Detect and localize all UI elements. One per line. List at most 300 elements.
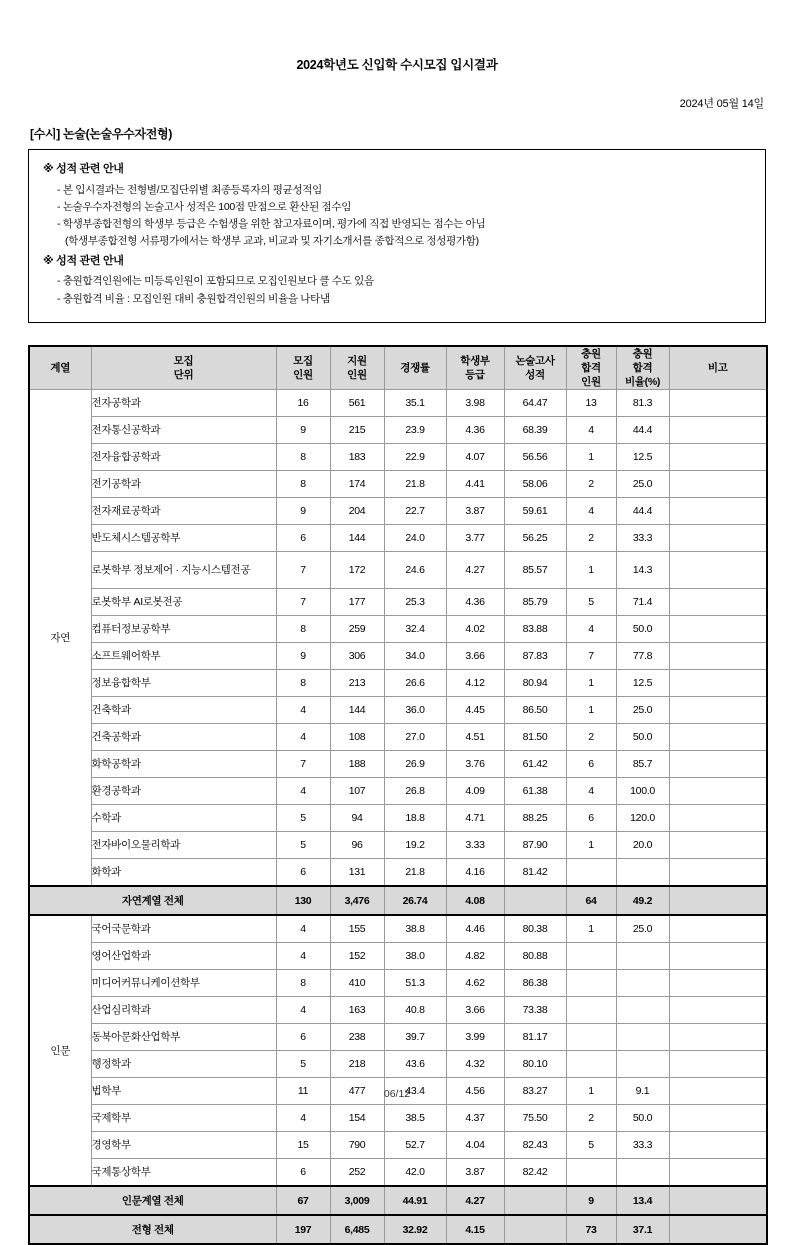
cell-note: [669, 915, 767, 943]
cell-essay: 59.61: [504, 498, 566, 525]
unit-cell: 전자공학과: [91, 390, 276, 417]
cell-competition: 32.4: [384, 616, 446, 643]
cell-fill-rate: [616, 1159, 669, 1187]
unit-cell: 컴퓨터정보공학부: [91, 616, 276, 643]
cell-essay: 83.88: [504, 616, 566, 643]
unit-cell: 전자재료공학과: [91, 498, 276, 525]
subtotal-row: [29, 886, 767, 915]
cell-essay: 81.17: [504, 1024, 566, 1051]
subtotal-competition: 44.91: [384, 1186, 446, 1215]
cell-competition: 38.5: [384, 1105, 446, 1132]
unit-cell: 법학부: [91, 1078, 276, 1105]
cell-competition: 22.7: [384, 498, 446, 525]
table-row: [29, 1051, 767, 1078]
cell-fill-count: [566, 943, 616, 970]
cell-grade: 3.77: [446, 525, 504, 552]
cell-fill-count: 1: [566, 552, 616, 589]
cell-applicants: 218: [330, 1051, 384, 1078]
cell-fill-rate: 20.0: [616, 832, 669, 859]
cell-fill-rate: [616, 859, 669, 887]
column-header-category: 계열: [29, 346, 91, 390]
cell-fill-rate: [616, 970, 669, 997]
cell-applicants: 259: [330, 616, 384, 643]
cell-recruit: 4: [276, 997, 330, 1024]
cell-fill-rate: [616, 943, 669, 970]
cell-competition: 40.8: [384, 997, 446, 1024]
cell-essay: 61.38: [504, 778, 566, 805]
table-row: [29, 444, 767, 471]
cell-essay: 88.25: [504, 805, 566, 832]
cell-recruit: 8: [276, 670, 330, 697]
cell-fill-rate: 50.0: [616, 724, 669, 751]
cell-recruit: 8: [276, 444, 330, 471]
cell-fill-rate: 25.0: [616, 915, 669, 943]
cell-note: [669, 670, 767, 697]
cell-competition: 21.8: [384, 471, 446, 498]
cell-competition: 22.9: [384, 444, 446, 471]
cell-competition: 43.4: [384, 1078, 446, 1105]
cell-fill-rate: 33.3: [616, 1132, 669, 1159]
cell-note: [669, 498, 767, 525]
cell-fill-rate: 44.4: [616, 417, 669, 444]
table-row: [29, 805, 767, 832]
subtotal-note: [669, 886, 767, 915]
table-row: [29, 1159, 767, 1187]
cell-fill-count: 4: [566, 778, 616, 805]
subtotal-note: [669, 1186, 767, 1215]
cell-grade: 4.09: [446, 778, 504, 805]
subtotal-recruit: 67: [276, 1186, 330, 1215]
cell-essay: 85.57: [504, 552, 566, 589]
cell-applicants: 215: [330, 417, 384, 444]
cell-grade: 4.36: [446, 589, 504, 616]
table-row: [29, 697, 767, 724]
cell-note: [669, 525, 767, 552]
cell-grade: 4.71: [446, 805, 504, 832]
table-row: [29, 525, 767, 552]
cell-fill-count: [566, 970, 616, 997]
cell-note: [669, 832, 767, 859]
grand-total-fill-count: 73: [566, 1215, 616, 1244]
cell-essay: 85.79: [504, 589, 566, 616]
cell-recruit: 15: [276, 1132, 330, 1159]
cell-grade: 3.66: [446, 997, 504, 1024]
admissions-result-table: [28, 345, 768, 1245]
category-cell: 인문: [29, 915, 91, 1186]
cell-grade: 4.12: [446, 670, 504, 697]
unit-cell: 전자융합공학과: [91, 444, 276, 471]
cell-fill-count: 7: [566, 643, 616, 670]
notice-line: - 본 입시결과는 전형별/모집단위별 최종등록자의 평균성적임: [57, 183, 322, 196]
cell-grade: 4.32: [446, 1051, 504, 1078]
cell-note: [669, 970, 767, 997]
cell-note: [669, 943, 767, 970]
cell-essay: 80.94: [504, 670, 566, 697]
category-cell: 자연: [29, 390, 91, 887]
cell-grade: 4.27: [446, 552, 504, 589]
cell-applicants: 144: [330, 525, 384, 552]
notice-line: - 충원합격 비율 : 모집인원 대비 충원합격인원의 비율을 나타냄: [57, 292, 330, 305]
cell-fill-rate: 14.3: [616, 552, 669, 589]
cell-essay: 87.83: [504, 643, 566, 670]
cell-recruit: 6: [276, 1159, 330, 1187]
cell-fill-count: 5: [566, 1132, 616, 1159]
cell-applicants: 154: [330, 1105, 384, 1132]
cell-note: [669, 997, 767, 1024]
unit-cell: 전기공학과: [91, 471, 276, 498]
cell-applicants: 152: [330, 943, 384, 970]
unit-cell: 동북아문화산업학부: [91, 1024, 276, 1051]
cell-competition: 25.3: [384, 589, 446, 616]
column-header-grade: 학생부 등급: [446, 346, 504, 390]
cell-grade: 4.45: [446, 697, 504, 724]
cell-fill-rate: 50.0: [616, 616, 669, 643]
cell-applicants: 177: [330, 589, 384, 616]
table-row: [29, 943, 767, 970]
cell-applicants: 155: [330, 915, 384, 943]
cell-competition: 19.2: [384, 832, 446, 859]
unit-cell: 로봇학부 정보제어 · 지능시스템전공: [91, 552, 276, 589]
cell-essay: 87.90: [504, 832, 566, 859]
cell-grade: 3.87: [446, 1159, 504, 1187]
table-row: [29, 552, 767, 589]
cell-applicants: 188: [330, 751, 384, 778]
cell-recruit: 4: [276, 724, 330, 751]
table-row: [29, 390, 767, 417]
cell-fill-rate: 12.5: [616, 444, 669, 471]
cell-applicants: 790: [330, 1132, 384, 1159]
cell-grade: 4.62: [446, 970, 504, 997]
cell-essay: 75.50: [504, 1105, 566, 1132]
unit-cell: 화학공학과: [91, 751, 276, 778]
cell-note: [669, 1051, 767, 1078]
document-date: 2024년 05월 14일: [679, 98, 764, 110]
cell-note: [669, 616, 767, 643]
unit-cell: 국어국문학과: [91, 915, 276, 943]
cell-essay: 61.42: [504, 751, 566, 778]
cell-recruit: 11: [276, 1078, 330, 1105]
cell-applicants: 96: [330, 832, 384, 859]
cell-grade: 3.66: [446, 643, 504, 670]
cell-note: [669, 589, 767, 616]
cell-grade: 4.07: [446, 444, 504, 471]
cell-essay: 58.06: [504, 471, 566, 498]
cell-applicants: 174: [330, 471, 384, 498]
cell-fill-count: 4: [566, 498, 616, 525]
cell-note: [669, 552, 767, 589]
cell-competition: 18.8: [384, 805, 446, 832]
cell-fill-rate: 12.5: [616, 670, 669, 697]
table-row: [29, 751, 767, 778]
cell-fill-rate: 85.7: [616, 751, 669, 778]
notice-line: - 충원합격인원에는 미등록인원이 포함되므로 모집인원보다 클 수도 있음: [57, 275, 374, 288]
cell-note: [669, 471, 767, 498]
grand-total-label: 전형 전체: [29, 1215, 276, 1244]
unit-cell: 수학과: [91, 805, 276, 832]
cell-note: [669, 444, 767, 471]
cell-fill-count: [566, 1024, 616, 1051]
unit-cell: 로봇학부 AI로봇전공: [91, 589, 276, 616]
cell-fill-count: [566, 1051, 616, 1078]
cell-fill-count: 2: [566, 471, 616, 498]
page-footer: 06/12: [383, 1088, 411, 1100]
cell-recruit: 8: [276, 471, 330, 498]
cell-recruit: 7: [276, 589, 330, 616]
column-header-fill-rate: 충원 합격 비율(%): [616, 346, 669, 390]
cell-note: [669, 390, 767, 417]
cell-applicants: 252: [330, 1159, 384, 1187]
cell-note: [669, 417, 767, 444]
cell-recruit: 7: [276, 552, 330, 589]
cell-recruit: 8: [276, 616, 330, 643]
table-row: [29, 724, 767, 751]
cell-note: [669, 805, 767, 832]
column-header-essay: 논술고사 성적: [504, 346, 566, 390]
cell-fill-rate: 9.1: [616, 1078, 669, 1105]
cell-grade: 3.98: [446, 390, 504, 417]
cell-fill-rate: 71.4: [616, 589, 669, 616]
table-body: [29, 390, 767, 1245]
cell-note: [669, 697, 767, 724]
cell-essay: 86.38: [504, 970, 566, 997]
page-title: 2024학년도 신입학 수시모집 입시결과: [296, 58, 498, 72]
cell-grade: 4.41: [446, 471, 504, 498]
cell-recruit: 6: [276, 859, 330, 887]
cell-applicants: 144: [330, 697, 384, 724]
subtotal-fill-count: 64: [566, 886, 616, 915]
cell-essay: 82.42: [504, 1159, 566, 1187]
cell-recruit: 9: [276, 417, 330, 444]
subtotal-applicants: 3,009: [330, 1186, 384, 1215]
cell-fill-count: 2: [566, 1105, 616, 1132]
cell-competition: 34.0: [384, 643, 446, 670]
grand-total-applicants: 6,485: [330, 1215, 384, 1244]
unit-cell: 환경공학과: [91, 778, 276, 805]
cell-fill-count: 13: [566, 390, 616, 417]
column-header-recruit: 모집 인원: [276, 346, 330, 390]
cell-competition: 26.9: [384, 751, 446, 778]
unit-cell: 건축공학과: [91, 724, 276, 751]
grand-total-essay: [504, 1215, 566, 1244]
notice-group: [43, 253, 751, 308]
subtotal-label: 인문계열 전체: [29, 1186, 276, 1215]
cell-grade: 4.51: [446, 724, 504, 751]
cell-grade: 4.04: [446, 1132, 504, 1159]
column-header-unit: 모집 단위: [91, 346, 276, 390]
table-row: [29, 589, 767, 616]
cell-grade: 3.87: [446, 498, 504, 525]
unit-cell: 경영학부: [91, 1132, 276, 1159]
notice-heading: ※ 성적 관련 안내: [43, 163, 124, 175]
cell-essay: 80.38: [504, 915, 566, 943]
cell-competition: 38.0: [384, 943, 446, 970]
table-row: [29, 417, 767, 444]
notice-line: - 학생부종합전형의 학생부 등급은 수험생을 위한 참고자료이며, 평가에 직접 반영되는 점수는 아님: [57, 218, 486, 231]
cell-essay: 80.10: [504, 1051, 566, 1078]
grand-total-fill-rate: 37.1: [616, 1215, 669, 1244]
table-row: [29, 1024, 767, 1051]
unit-cell: 영어산업학과: [91, 943, 276, 970]
subtotal-essay: [504, 886, 566, 915]
cell-fill-rate: [616, 1051, 669, 1078]
cell-grade: 4.46: [446, 915, 504, 943]
cell-applicants: 107: [330, 778, 384, 805]
cell-applicants: 213: [330, 670, 384, 697]
unit-cell: 반도체시스템공학부: [91, 525, 276, 552]
cell-competition: 51.3: [384, 970, 446, 997]
table-row: [29, 997, 767, 1024]
unit-cell: 화학과: [91, 859, 276, 887]
cell-applicants: 94: [330, 805, 384, 832]
cell-fill-rate: 25.0: [616, 697, 669, 724]
subtotal-competition: 26.74: [384, 886, 446, 915]
cell-essay: 81.50: [504, 724, 566, 751]
cell-fill-count: 1: [566, 832, 616, 859]
subtotal-essay: [504, 1186, 566, 1215]
cell-note: [669, 859, 767, 887]
table-row: [29, 498, 767, 525]
unit-cell: 전자통신공학과: [91, 417, 276, 444]
cell-fill-count: [566, 997, 616, 1024]
grand-total-note: [669, 1215, 767, 1244]
cell-recruit: 4: [276, 915, 330, 943]
cell-fill-rate: 44.4: [616, 498, 669, 525]
subtotal-recruit: 130: [276, 886, 330, 915]
cell-applicants: 183: [330, 444, 384, 471]
unit-cell: 행정학과: [91, 1051, 276, 1078]
notice-line: (학생부종합전형 서류평가에서는 학생부 교과, 비교과 및 자기소개서를 종합적으로 정성평가함): [65, 235, 479, 248]
column-header-applicants: 지원 인원: [330, 346, 384, 390]
cell-fill-rate: [616, 997, 669, 1024]
subtotal-row: [29, 1186, 767, 1215]
cell-competition: 39.7: [384, 1024, 446, 1051]
unit-cell: 소프트웨어학부: [91, 643, 276, 670]
subtotal-applicants: 3,476: [330, 886, 384, 915]
unit-cell: 산업심리학과: [91, 997, 276, 1024]
unit-cell: 건축학과: [91, 697, 276, 724]
cell-competition: 35.1: [384, 390, 446, 417]
cell-essay: 83.27: [504, 1078, 566, 1105]
cell-note: [669, 1024, 767, 1051]
cell-recruit: 5: [276, 832, 330, 859]
cell-grade: 3.33: [446, 832, 504, 859]
cell-fill-count: [566, 1159, 616, 1187]
grand-total-row: [29, 1215, 767, 1244]
cell-applicants: 561: [330, 390, 384, 417]
cell-applicants: 172: [330, 552, 384, 589]
section-title: [수시] 논술(논술우수자전형): [30, 127, 173, 141]
cell-fill-count: 1: [566, 670, 616, 697]
cell-note: [669, 643, 767, 670]
table-row: [29, 970, 767, 997]
cell-fill-count: 1: [566, 915, 616, 943]
subtotal-grade: 4.27: [446, 1186, 504, 1215]
cell-applicants: 306: [330, 643, 384, 670]
cell-fill-rate: 33.3: [616, 525, 669, 552]
cell-competition: 24.0: [384, 525, 446, 552]
cell-essay: 80.88: [504, 943, 566, 970]
table-row: [29, 616, 767, 643]
cell-applicants: 204: [330, 498, 384, 525]
cell-note: [669, 778, 767, 805]
cell-grade: 4.02: [446, 616, 504, 643]
cell-competition: 27.0: [384, 724, 446, 751]
table-row: [29, 670, 767, 697]
table-header: [29, 346, 767, 390]
table-row: [29, 859, 767, 887]
unit-cell: 국제학부: [91, 1105, 276, 1132]
cell-applicants: 163: [330, 997, 384, 1024]
cell-fill-count: 4: [566, 616, 616, 643]
grand-total-recruit: 197: [276, 1215, 330, 1244]
cell-fill-count: 6: [566, 751, 616, 778]
table-row: [29, 643, 767, 670]
cell-essay: 82.43: [504, 1132, 566, 1159]
table-row: [29, 1105, 767, 1132]
cell-note: [669, 724, 767, 751]
grand-total-competition: 32.92: [384, 1215, 446, 1244]
cell-fill-rate: 120.0: [616, 805, 669, 832]
cell-competition: 42.0: [384, 1159, 446, 1187]
cell-grade: 4.36: [446, 417, 504, 444]
notice-line: - 논술우수자전형의 논술고사 성적은 100점 만점으로 환산된 점수임: [57, 200, 352, 213]
cell-competition: 23.9: [384, 417, 446, 444]
unit-cell: 국제통상학부: [91, 1159, 276, 1187]
cell-recruit: 9: [276, 643, 330, 670]
cell-essay: 56.25: [504, 525, 566, 552]
cell-applicants: 410: [330, 970, 384, 997]
cell-recruit: 4: [276, 697, 330, 724]
cell-recruit: 7: [276, 751, 330, 778]
cell-note: [669, 1105, 767, 1132]
subtotal-fill-rate: 49.2: [616, 886, 669, 915]
cell-competition: 24.6: [384, 552, 446, 589]
table-row: [29, 832, 767, 859]
column-header-fill-count: 충원 합격 인원: [566, 346, 616, 390]
unit-cell: 미디어커뮤니케이션학부: [91, 970, 276, 997]
cell-recruit: 5: [276, 805, 330, 832]
cell-competition: 26.8: [384, 778, 446, 805]
column-header-competition: 경쟁률: [384, 346, 446, 390]
cell-competition: 52.7: [384, 1132, 446, 1159]
cell-fill-count: 2: [566, 724, 616, 751]
cell-grade: 3.76: [446, 751, 504, 778]
cell-fill-count: [566, 859, 616, 887]
notice-box: [28, 149, 766, 323]
cell-applicants: 131: [330, 859, 384, 887]
cell-recruit: 4: [276, 943, 330, 970]
cell-recruit: 6: [276, 525, 330, 552]
notice-heading: ※ 성적 관련 안내: [43, 254, 124, 267]
cell-fill-rate: 81.3: [616, 390, 669, 417]
cell-recruit: 4: [276, 1105, 330, 1132]
cell-fill-rate: 50.0: [616, 1105, 669, 1132]
cell-fill-rate: 77.8: [616, 643, 669, 670]
unit-cell: 전자바이오물리학과: [91, 832, 276, 859]
cell-essay: 81.42: [504, 859, 566, 887]
cell-fill-count: 1: [566, 697, 616, 724]
cell-essay: 68.39: [504, 417, 566, 444]
cell-recruit: 8: [276, 970, 330, 997]
column-header-note: 비고: [669, 346, 767, 390]
cell-fill-count: 4: [566, 417, 616, 444]
grand-total-grade: 4.15: [446, 1215, 504, 1244]
subtotal-fill-rate: 13.4: [616, 1186, 669, 1215]
subtotal-fill-count: 9: [566, 1186, 616, 1215]
cell-recruit: 16: [276, 390, 330, 417]
cell-applicants: 238: [330, 1024, 384, 1051]
cell-recruit: 4: [276, 778, 330, 805]
